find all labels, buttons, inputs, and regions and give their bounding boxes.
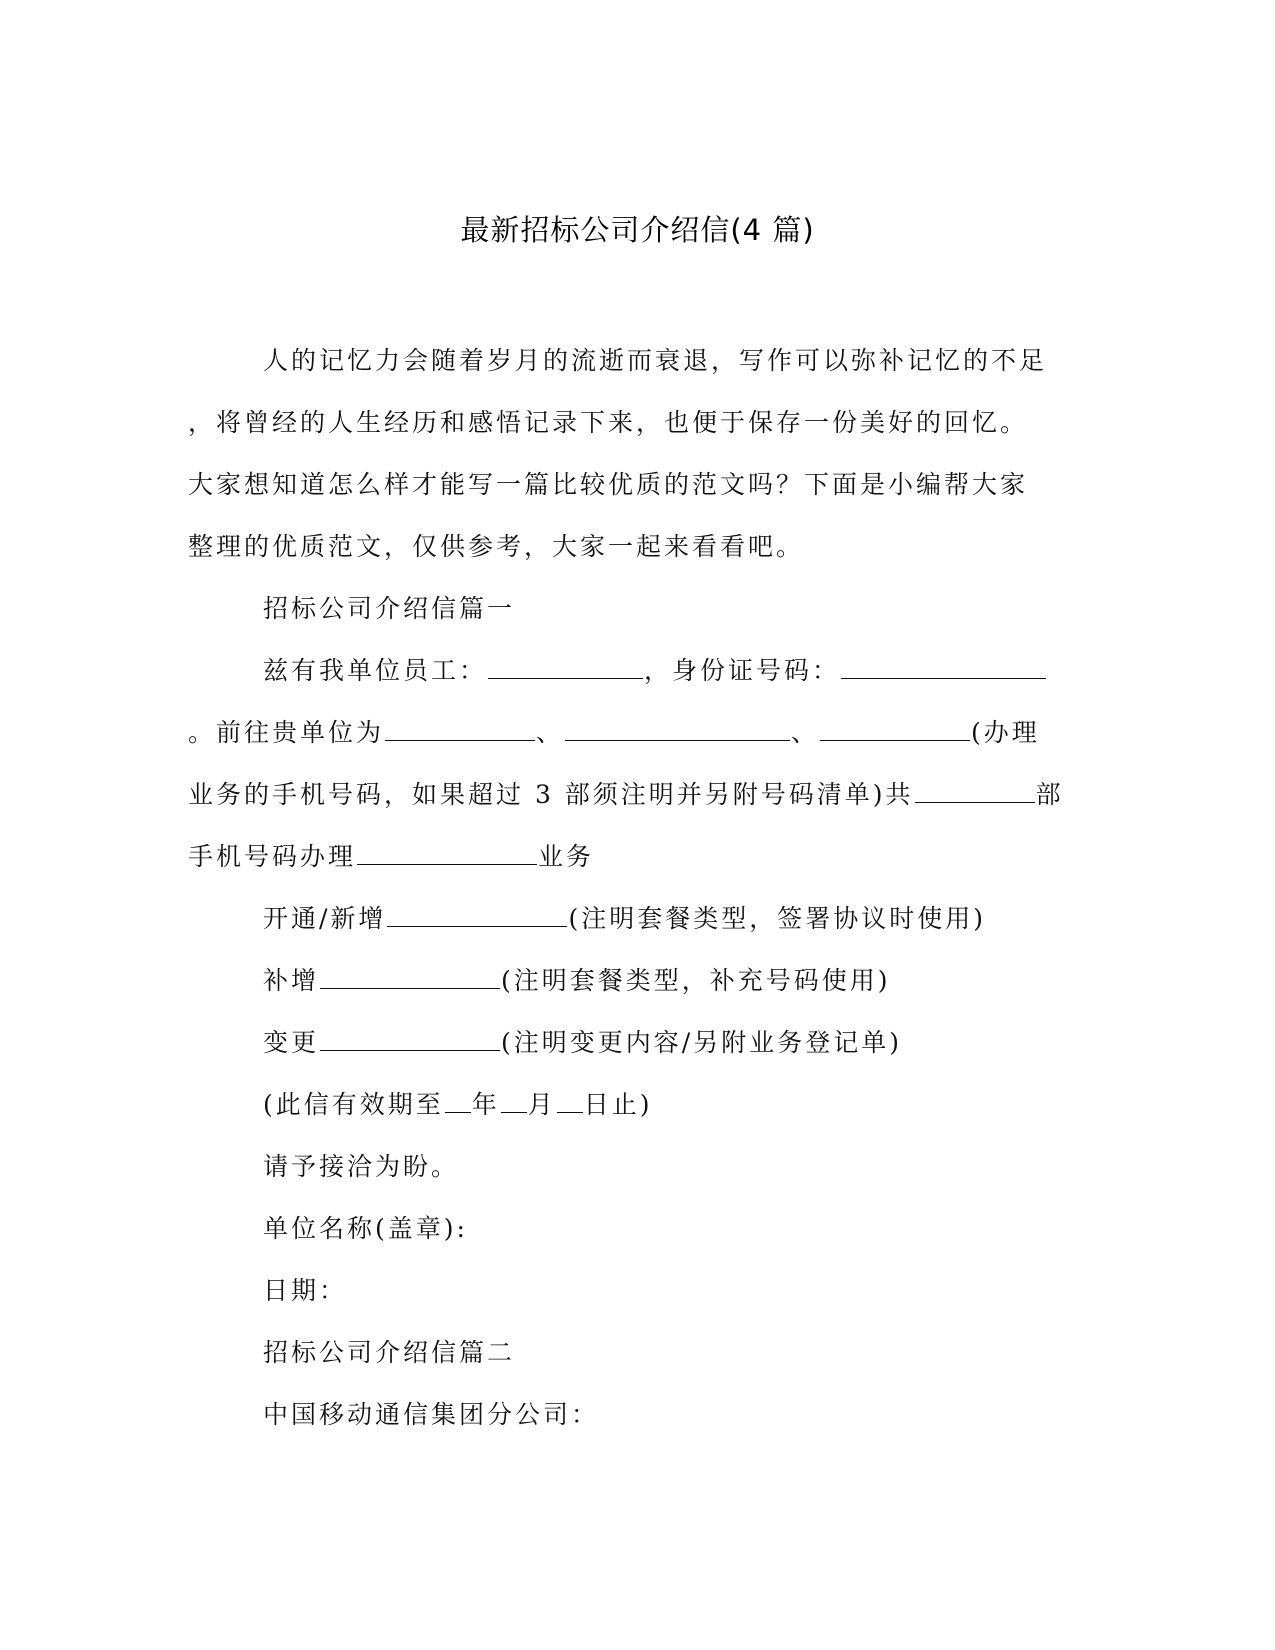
destination-line bbox=[188, 702, 1073, 764]
business-suffix: 业务 bbox=[538, 842, 595, 871]
year-blank bbox=[445, 1090, 471, 1113]
unit-name-line: 单位名称(盖章): bbox=[263, 1214, 468, 1243]
change-label: 变更 bbox=[263, 1028, 320, 1057]
day-label: 日止) bbox=[583, 1090, 653, 1119]
supplement-blank bbox=[320, 966, 500, 989]
staff-label: 兹有我单位员工： bbox=[263, 656, 488, 685]
phone-count-line bbox=[188, 764, 1073, 826]
document-title: 最新招标公司介绍信(4 篇) bbox=[460, 213, 815, 247]
month-label: 月 bbox=[527, 1090, 556, 1119]
validity-line bbox=[188, 1074, 1073, 1136]
month-blank bbox=[501, 1090, 527, 1113]
intro-line-3: 大家想知道怎么样才能写一篇比较优质的范文吗？下面是小编帮大家 bbox=[188, 470, 1029, 499]
staff-line bbox=[188, 640, 1073, 702]
change-note: (注明变更内容/另附业务登记单) bbox=[501, 1028, 902, 1057]
supplement-note: (注明套餐类型，补充号码使用) bbox=[501, 966, 891, 995]
open-line bbox=[188, 888, 1073, 950]
section1-heading: 招标公司介绍信篇一 bbox=[263, 594, 516, 623]
phone-count-blank bbox=[915, 780, 1035, 803]
id-label: ，身份证号码： bbox=[644, 656, 841, 685]
phone-blank-2 bbox=[565, 718, 790, 741]
staff-name-blank bbox=[488, 656, 643, 679]
supplement-line bbox=[188, 950, 1073, 1012]
open-blank bbox=[387, 904, 567, 927]
date-line: 日期： bbox=[263, 1276, 348, 1305]
handle-open-paren: (办理 bbox=[971, 718, 1040, 747]
validity-label: (此信有效期至 bbox=[263, 1090, 444, 1119]
open-note: (注明套餐类型，签署协议时使用) bbox=[568, 904, 986, 933]
phone-blank-1 bbox=[385, 718, 535, 741]
supplement-label: 补增 bbox=[263, 966, 320, 995]
document-body bbox=[188, 330, 1073, 1446]
business-line bbox=[188, 826, 1073, 888]
business-label: 手机号码办理 bbox=[188, 842, 357, 871]
business-blank bbox=[357, 842, 537, 865]
year-label: 年 bbox=[471, 1090, 500, 1119]
id-number-blank bbox=[841, 656, 1046, 679]
please-line: 请予接洽为盼。 bbox=[263, 1152, 460, 1181]
separator-1: 、 bbox=[536, 718, 565, 747]
phone-note: 业务的手机号码，如果超过 3 部须注明并另附号码清单)共 bbox=[188, 780, 914, 809]
open-label: 开通/新增 bbox=[263, 904, 387, 933]
separator-2: 、 bbox=[791, 718, 820, 747]
day-blank bbox=[557, 1090, 583, 1113]
phone-unit: 部 bbox=[1035, 780, 1064, 809]
recipient-line: 中国移动通信集团分公司： bbox=[263, 1400, 600, 1429]
phone-blank-3 bbox=[820, 718, 970, 741]
section2-heading: 招标公司介绍信篇二 bbox=[263, 1338, 516, 1367]
intro-line-4: 整理的优质范文，仅供参考，大家一起来看看吧。 bbox=[188, 532, 805, 561]
change-line bbox=[188, 1012, 1073, 1074]
destination-label: 。前往贵单位为 bbox=[188, 718, 385, 747]
intro-line-2: ，将曾经的人生经历和感悟记录下来，也便于保存一份美好的回忆。 bbox=[188, 408, 1029, 437]
change-blank bbox=[320, 1028, 500, 1051]
intro-line-1: 人的记忆力会随着岁月的流逝而衰退，写作可以弥补记忆的不足 bbox=[263, 346, 1048, 375]
